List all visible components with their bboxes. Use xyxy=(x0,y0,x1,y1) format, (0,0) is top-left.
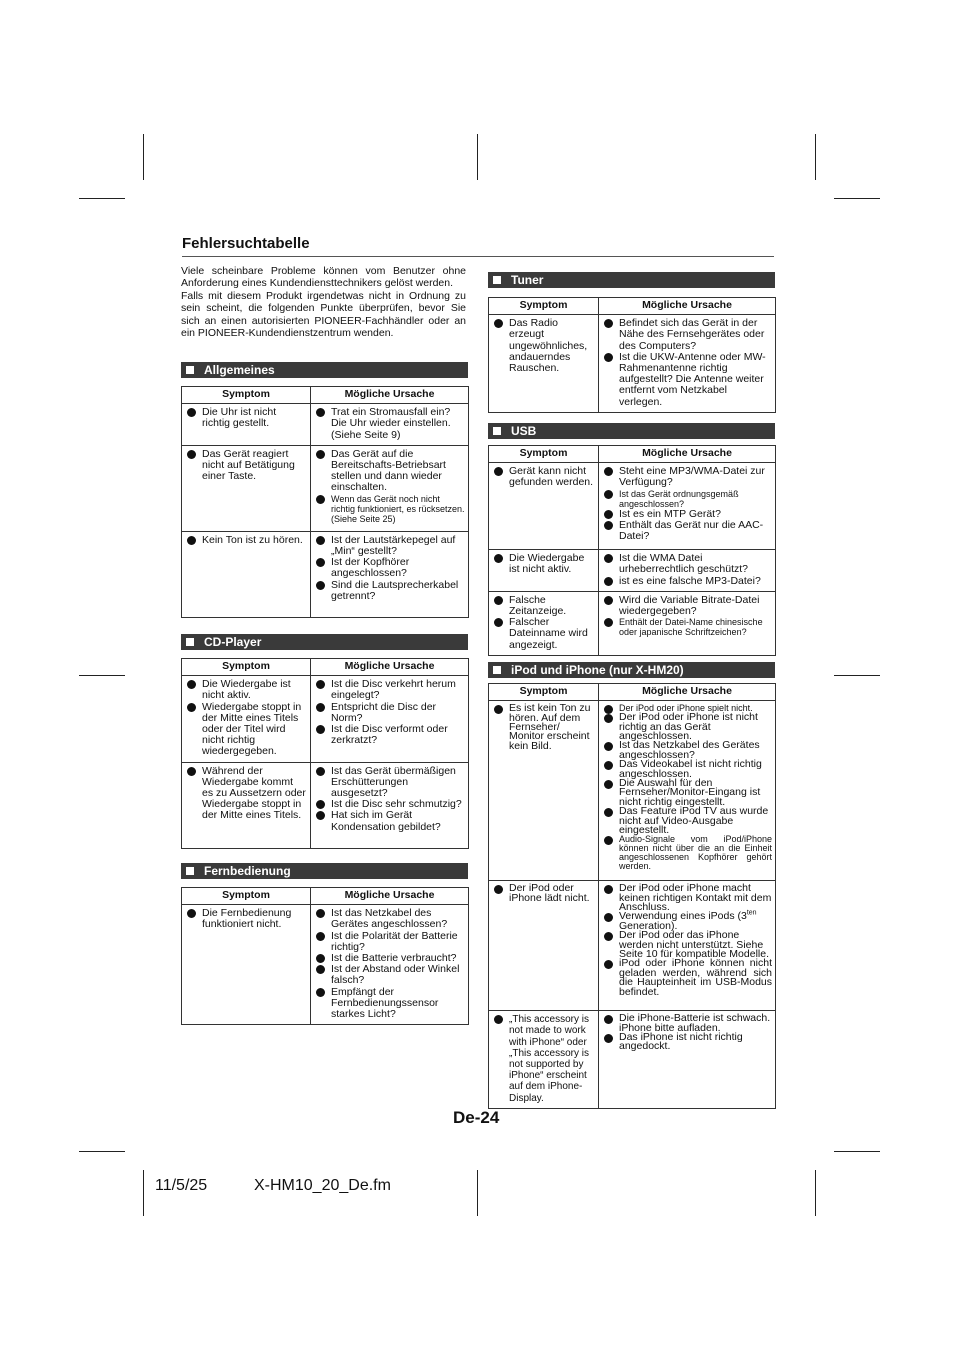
symptom-cell xyxy=(182,905,311,1025)
symptom-item: Der iPod oder iPhone lädt nicht. xyxy=(492,884,595,903)
symptom-cell xyxy=(489,463,599,550)
cause-item: Ist die Disc verkehrt herum eingelegt? xyxy=(314,679,465,701)
square-bullet-icon xyxy=(186,366,194,374)
section-header-usb xyxy=(488,423,775,439)
crop-mark xyxy=(79,1151,125,1152)
cause-text: Verwendung eines iPods (3 xyxy=(619,910,747,923)
cause-item: Enthält der Datei-Name chinesische oder japanische Schriftzeichen? xyxy=(602,617,772,637)
cause-cell xyxy=(599,591,776,655)
symptom-item: Das Gerät reagiert nicht auf Betätigung einer Taste. xyxy=(185,449,307,483)
section-header-ipod xyxy=(488,662,775,678)
symptom-item: „This accessory is not made to work with iPhone“ oder „This accessory is not supported by iPhone“ erscheint auf dem iPhone-Display. xyxy=(492,1014,595,1104)
title-rule xyxy=(182,256,774,257)
intro-paragraph: Viele scheinbare Probleme können vom Benutzer ohne Anforderung eines Kundendiensttechnikers gelöst werden. xyxy=(181,265,466,290)
crop-mark xyxy=(834,675,880,676)
table-row xyxy=(489,1011,776,1109)
symptom-cell xyxy=(489,701,599,881)
cause-header: Mögliche Ursache xyxy=(599,446,776,463)
section-header-tuner xyxy=(488,272,775,288)
page-title: Fehlersuchtabelle xyxy=(182,235,310,252)
cause-item: Das Feature iPod TV aus wurde nicht auf Video-Ausgabe eingestellt. xyxy=(602,807,772,835)
cause-header: Mögliche Ursache xyxy=(311,387,469,404)
symptom-cell xyxy=(182,676,311,762)
symptom-header: Symptom xyxy=(182,659,311,676)
cause-item: Ist der Abstand oder Winkel falsch? xyxy=(314,964,465,986)
square-bullet-icon xyxy=(493,276,501,284)
table-row xyxy=(182,676,469,762)
symptom-header: Symptom xyxy=(182,888,311,905)
symptom-item: Gerät kann nicht gefunden werden. xyxy=(492,466,595,488)
crop-mark xyxy=(815,134,816,180)
symptom-cell xyxy=(489,881,599,1011)
cause-item: Empfängt der Fernbedienungssensor starkes Licht? xyxy=(314,987,465,1021)
cause-cell xyxy=(599,315,776,413)
section-title: Tuner xyxy=(511,273,544,287)
cause-item: ist es eine falsche MP3-Datei? xyxy=(602,576,772,587)
table-row xyxy=(182,445,469,531)
crop-mark xyxy=(143,1170,144,1216)
symptom-item: Wiedergabe stoppt in der Mitte eines Titels oder der Titel wird nicht richtig wiedergegeben. xyxy=(185,702,307,758)
crop-mark xyxy=(79,675,125,676)
cause-item: iPod oder iPhone können nicht geladen werden, während sich die Haupteinheit im USB-Modus befindet. xyxy=(602,959,772,997)
cause-item: Ist der Kopfhörer angeschlossen? xyxy=(314,557,465,579)
cause-item: Befindet sich das Gerät in der Nähe des Fernsehgerätes oder des Computers? xyxy=(602,318,772,352)
section-header-allgemeines xyxy=(181,362,468,378)
troubleshooting-table-tuner xyxy=(488,297,776,413)
cause-cell xyxy=(311,531,469,617)
crop-mark xyxy=(477,1170,478,1216)
footer-filename: X-HM10_20_De.fm xyxy=(254,1177,391,1194)
cause-item: Ist das Netzkabel des Gerätes angeschlossen? xyxy=(314,908,465,930)
troubleshooting-table-ipod xyxy=(488,683,776,1109)
symptom-header: Symptom xyxy=(489,684,599,701)
square-bullet-icon xyxy=(186,867,194,875)
troubleshooting-table-fernbedienung xyxy=(181,887,469,1025)
cause-cell xyxy=(599,1011,776,1109)
symptom-cell xyxy=(489,550,599,592)
cause-cell xyxy=(599,463,776,550)
cause-item: Der iPod oder iPhone ist nicht richtig an das Gerät angeschlossen. xyxy=(602,713,772,741)
crop-mark xyxy=(143,134,144,180)
page-number: De-24 xyxy=(453,1108,500,1127)
table-row xyxy=(182,531,469,617)
table-header-row xyxy=(182,387,469,404)
table-row xyxy=(489,315,776,413)
square-bullet-icon xyxy=(186,638,194,646)
symptom-item: Während der Wiedergabe kommt es zu Aussetzern oder Wiedergabe stoppt in der Mitte eines Titels. xyxy=(185,766,307,822)
cause-item: Die Auswahl für den Fernseher/Monitor-Eingang ist nicht richtig eingestellt. xyxy=(602,779,772,807)
troubleshooting-table-usb xyxy=(488,445,776,656)
cause-item: Ist das Gerät ordnungsgemäß angeschlossen? xyxy=(602,489,772,509)
cause-item: Ist das Gerät übermäßigen Erschütterungen ausgesetzt? xyxy=(314,766,465,800)
troubleshooting-table-cd-player xyxy=(181,658,469,849)
cause-item: Entspricht die Disc der Norm? xyxy=(314,702,465,724)
cause-header: Mögliche Ursache xyxy=(311,888,469,905)
section-title: CD-Player xyxy=(204,635,262,649)
cause-cell xyxy=(599,701,776,881)
table-header-row xyxy=(182,888,469,905)
cause-header: Mögliche Ursache xyxy=(311,659,469,676)
square-bullet-icon xyxy=(493,427,501,435)
section-header-cd-player xyxy=(181,634,468,650)
section-title: iPod und iPhone (nur X-HM20) xyxy=(511,663,684,677)
symptom-item: Das Radio erzeugt ungewöhnliches, andauerndes Rauschen. xyxy=(492,318,595,374)
crop-mark xyxy=(79,198,125,199)
section-title: Fernbedienung xyxy=(204,864,291,878)
cause-item: Ist der Lautstärkepegel auf „Min“ gestellt? xyxy=(314,535,465,557)
symptom-cell xyxy=(182,531,311,617)
cause-item: Ist die Disc verformt oder zerkratzt? xyxy=(314,724,465,746)
section-title: Allgemeines xyxy=(204,363,275,377)
cause-item: Ist das Netzkabel des Gerätes angeschlossen? xyxy=(602,741,772,760)
troubleshooting-table-allgemeines xyxy=(181,386,469,618)
cause-item: Der iPod oder iPhone macht keinen richtigen Kontakt mit dem Anschluss. xyxy=(602,884,772,912)
symptom-header: Symptom xyxy=(182,387,311,404)
cause-item: Ist die Disc sehr schmutzig? xyxy=(314,799,465,810)
table-row xyxy=(489,881,776,1011)
cause-text: Generation). xyxy=(619,919,678,932)
crop-mark xyxy=(834,198,880,199)
table-row xyxy=(489,701,776,881)
symptom-cell xyxy=(182,445,311,531)
footer-date: 11/5/25 xyxy=(155,1177,208,1194)
intro-text xyxy=(181,265,466,339)
cause-cell xyxy=(311,905,469,1025)
cause-item: Steht eine MP3/WMA-Datei zur Verfügung? xyxy=(602,466,772,488)
symptom-item: Die Wiedergabe ist nicht aktiv. xyxy=(185,679,307,701)
cause-item: Ist die Batterie verbraucht? xyxy=(314,953,465,964)
symptom-cell xyxy=(489,1011,599,1109)
symptom-cell xyxy=(489,315,599,413)
cause-item: Ist es ein MTP Gerät? xyxy=(602,509,772,520)
cause-item: Der iPod oder iPhone spielt nicht. xyxy=(602,704,772,713)
table-row xyxy=(182,762,469,848)
section-header-fernbedienung xyxy=(181,863,468,879)
symptom-header: Symptom xyxy=(489,446,599,463)
cause-cell xyxy=(599,881,776,1011)
cause-cell xyxy=(311,445,469,531)
cause-item: Die iPhone-Batterie ist schwach. iPhone bitte aufladen. xyxy=(602,1014,772,1033)
cause-item: Wenn das Gerät noch nicht richtig funktioniert, es rücksetzen. (Siehe Seite 25) xyxy=(314,494,465,525)
cause-header: Mögliche Ursache xyxy=(599,684,776,701)
superscript: ten xyxy=(746,909,757,917)
table-row xyxy=(489,591,776,655)
symptom-item: Es ist kein Ton zu hören. Auf dem Fernseher/ Monitor erscheint kein Bild. xyxy=(492,704,595,751)
cause-cell xyxy=(311,404,469,446)
cause-item: Ist die Polarität der Batterie richtig? xyxy=(314,931,465,953)
cause-cell xyxy=(311,762,469,848)
cause-item: Trat ein Stromausfall ein? Die Uhr wieder einstellen. (Siehe Seite 9) xyxy=(314,407,465,441)
cause-item: Ist die UKW-Antenne oder MW-Rahmenantenne richtig aufgestellt? Die Antenne weiter entfernt vom Netzkabel verlegen. xyxy=(602,352,772,408)
symptom-item: Die Uhr ist nicht richtig gestellt. xyxy=(185,407,307,429)
symptom-item: Falscher Dateinname wird angezeigt. xyxy=(492,617,595,651)
table-row xyxy=(182,404,469,446)
crop-mark xyxy=(477,134,478,180)
crop-mark xyxy=(834,1151,880,1152)
crop-mark xyxy=(815,1170,816,1216)
symptom-item: Die Fernbedienung funktioniert nicht. xyxy=(185,908,307,930)
symptom-header: Symptom xyxy=(489,298,599,315)
cause-item: Audio-Signale vom iPod/iPhone können nicht über die an die Einheit angeschlossenen Kopfhörer gehört werden. xyxy=(602,835,772,871)
section-title: USB xyxy=(511,424,537,438)
cause-cell xyxy=(599,550,776,592)
symptom-cell xyxy=(489,591,599,655)
table-row xyxy=(489,463,776,550)
cause-item: Ist die WMA Datei urheberrechtlich geschützt? xyxy=(602,553,772,575)
square-bullet-icon xyxy=(493,666,501,674)
cause-item: Der iPod oder das iPhone werden nicht unterstützt. Siehe Seite 10 für kompatible Modelle. xyxy=(602,931,772,959)
table-row xyxy=(182,905,469,1025)
table-header-row xyxy=(489,298,776,315)
symptom-item: Kein Ton ist zu hören. xyxy=(185,535,307,546)
table-header-row xyxy=(489,684,776,701)
cause-item: Sind die Lautsprecherkabel getrennt? xyxy=(314,580,465,602)
intro-paragraph: Falls mit diesem Produkt irgendetwas nicht in Ordnung zu sein scheint, die folgenden Punkte überprüfen, bevor Sie sich an einen autorisierten PIONEER-Fachhändler oder an ein PIONEER-Kundendienstzentrum wenden. xyxy=(181,289,466,340)
symptom-item: Die Wiedergabe ist nicht aktiv. xyxy=(492,553,595,575)
cause-item: Das Videokabel ist nicht richtig angeschlossen. xyxy=(602,760,772,779)
cause-item: Wird die Variable Bitrate-Datei wiedergegeben? xyxy=(602,595,772,617)
symptom-cell xyxy=(182,404,311,446)
cause-item: Enthält das Gerät nur die AAC-Datei? xyxy=(602,520,772,542)
cause-header: Mögliche Ursache xyxy=(599,298,776,315)
cause-cell xyxy=(311,676,469,762)
cause-item: Das iPhone ist nicht richtig angedockt. xyxy=(602,1033,772,1052)
table-row xyxy=(489,550,776,592)
table-header-row xyxy=(182,659,469,676)
cause-item: Hat sich im Gerät Kondensation gebildet? xyxy=(314,810,465,832)
symptom-cell xyxy=(182,762,311,848)
symptom-item: Falsche Zeitanzeige. xyxy=(492,595,595,617)
cause-item: Das Gerät auf die Bereitschafts-Betriebsart stellen und dann wieder einschalten. xyxy=(314,449,465,494)
table-header-row xyxy=(489,446,776,463)
